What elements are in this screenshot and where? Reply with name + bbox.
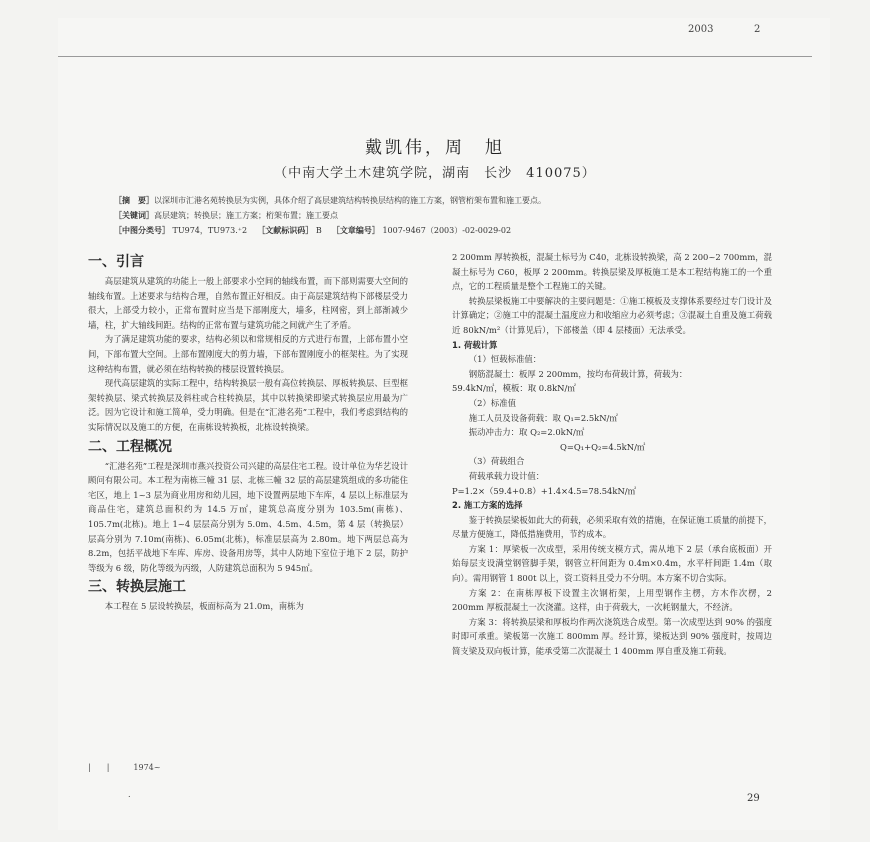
- page-number: 29: [747, 793, 760, 804]
- footer-dot: .: [128, 790, 131, 799]
- paragraph: “汇港名苑”工程是深圳市燕兴投资公司兴建的高层住宅工程。设计单位为华艺设计顾问有限公司。本工程为南栋三幢 31 层、北栋三幢 32 层的高层建筑组成的多功能住宅区，地上 1~3 层为商业用房和幼儿园，地下设置两层地下车库，4 层以上标准层为商品住宅，建筑总面积约为 14.5 万㎡，建筑总高度分别为 103.5m(南栋)、105.7m(北栋)。地上 1~4 层层高分别为 5.0m、4.5m、4.5m，第 4 层（转换层）层高分别为 7.10m(南栋)、6.05m(北栋)，标准层层高为 2.80m。地下两层总高为 8.2m，包括平战地下车库、库房、设备用房等，其中人防地下室位于地下 2 层，防护等级为 6 级，防化等级为丙级，人防建筑总面积为 5 945㎡。: [88, 460, 408, 573]
- clc-value: TU974，TU973.⁺2: [172, 226, 248, 235]
- formula: Q=Q₁+Q₂=4.5kN/㎡: [560, 441, 646, 452]
- text-line: 振动冲击力：取 Q₂=2.0kN/㎡: [468, 427, 585, 438]
- subheading-plan-selection: 2. 施工方案的选择: [452, 500, 523, 511]
- subheading-load-calculation: 1. 荷载计算: [452, 339, 498, 350]
- paragraph: 2 200mm 厚转换板，混凝土标号为 C40，北栋设转换梁，高 2 200~2 700mm，混凝土标号为 C60，板厚 2 200mm。转换层梁及厚板施工是本工程结构施工的一个重点，它的工程质量是整个工程施工的关键。: [452, 252, 773, 292]
- abstract-label: ［摘 要］: [114, 195, 154, 205]
- article-number-label: ［文章编号］: [331, 225, 380, 235]
- paragraph: 转换层梁板施工中要解决的主要问题是：①施工模板及支撑体系要经过专门设计及计算确定；②施工中的混凝土温度应力和收缩应力必须考虑；③混凝土自重及施工荷载近 80kN/m²（计算见后），下部楼盖（即 4 层楼面）无法承受。: [452, 295, 772, 335]
- abstract-text: 以深圳市汇港名苑转换层为实例，具体介绍了高层建筑结构转换层结构的施工方案，钢管桁架布置和施工要点。: [154, 196, 546, 205]
- text-line: 施工人员及设备荷载：取 Q₁=2.5kN/㎡: [468, 412, 618, 423]
- clc-label: ［中图分类号］: [114, 225, 170, 235]
- section-1-heading: 一、引言: [88, 254, 144, 270]
- paragraph: 方案 2：在南栋厚板下设置主次钢桁架，上用型钢作主楞，方木作次楞，2 200mm 厚板混凝土一次浇灌。这样，由于荷载大，一次耗钢量大，不经济。: [452, 587, 772, 613]
- paragraph: 方案 3：将转换层梁和厚板均作两次浇筑迭合成型。第一次成型达到 90% 的强度时即可承重。梁板第一次施工 800mm 厚。经计算，梁板达到 90% 强度时，按周边简支梁及双向板计算，能承受第二次混凝土 1 400mm 厚自重及施工荷载。: [452, 616, 772, 657]
- classification-line: [114, 224, 794, 237]
- keywords-label: ［关键词］: [114, 210, 154, 220]
- header-issue: 2: [754, 24, 761, 35]
- article-number-value: 1007-9467（2003）-02-0029-02: [382, 226, 512, 235]
- text-line: 荷载承载力设计值：: [468, 470, 545, 481]
- section-3-heading: 三、转换层施工: [88, 579, 186, 596]
- abstract: [114, 194, 794, 207]
- paragraph: 本工程在 5 层设转换层，板面标高为 21.0m，南栋为: [104, 601, 304, 612]
- doc-code-label: ［文献标识码］: [257, 225, 314, 235]
- formula: P=1.2×（59.4+0.8）+1.4×4.5=78.54kN/㎡: [452, 485, 636, 496]
- paragraph: 现代高层建筑的实际工程中，结构转换层一般有高位转换层、厚板转换层、巨型框架转换层、梁式转换层及斜柱或合柱转换层，其中以转换梁即梁式转换层应用最为广泛。因为它设计和施工简单，受力明确。但是在“汇港名苑”工程中，我们考虑到结构的实际情况以及施工的方便，在南栋设转换板，北栋设转换梁。: [88, 378, 408, 432]
- keywords: [114, 209, 794, 222]
- paragraph: 方案 1：厚梁板一次成型，采用传统支模方式，需从地下 2 层（承台底板面）开始每层支设满堂钢管脚手架，钢管立杆间距为 0.4m×0.4m，水平杆间距 1.4m（取向）。需用钢管 1 800t 以上，资工资料且受力不分明。本方案不切合实际。: [452, 543, 772, 584]
- left-column: [88, 250, 408, 614]
- authors: 戴凯伟，周 旭: [365, 138, 505, 158]
- paragraph: 鉴于转换层梁板如此大的荷载，必须采取有效的措施，在保证施工质量的前提下，尽量方便施工，降低措施费用，节约成本。: [452, 514, 772, 540]
- text-line: （3）荷载组合: [468, 456, 525, 467]
- paragraph: 为了满足建筑功能的要求，结构必须以和常规相反的方式进行布置，上部布置小空间，下部布置大空间。上部布置刚度大的剪力墙，下部布置刚度小的框架柱。为了实现这种结构布置，就必须在结构转换的楼层设置转换层。: [88, 334, 408, 374]
- text-line: 钢筋混凝土：板厚 2 200mm，按均布荷载计算，荷载为：: [468, 368, 688, 379]
- paragraph: 高层建筑从建筑的功能上一般上部要求小空间的轴线布置，而下部则需要大空间的轴线布置。上述要求与结构合理，自然布置正好相反。由于高层建筑结构下部楼层受力很大，上部受力较小，正常布置时应当是下部刚度大，墙多，柱网密，到上部渐减少墙，柱，扩大轴线间距。结构的正常布置与建筑功能之间就产生了矛盾。: [88, 276, 408, 330]
- header-year: 2003: [688, 24, 714, 35]
- doc-code-value: B: [315, 226, 322, 235]
- section-2-heading: 二、工程概况: [88, 438, 172, 455]
- author-footnote: | | 1974~: [88, 763, 161, 772]
- affiliation: （中南大学土木建筑学院，湖南 长沙 410075）: [274, 166, 596, 181]
- text-line: 59.4kN/㎡，模板：取 0.8kN/㎡: [452, 383, 576, 394]
- text-line: （1）恒载标准值：: [468, 354, 542, 365]
- header-rule: [58, 56, 812, 57]
- right-column: [452, 250, 772, 659]
- keywords-text: 高层建筑；转换层；施工方案；桁架布置；施工要点: [154, 211, 338, 220]
- text-line: （2）标准值: [468, 397, 516, 408]
